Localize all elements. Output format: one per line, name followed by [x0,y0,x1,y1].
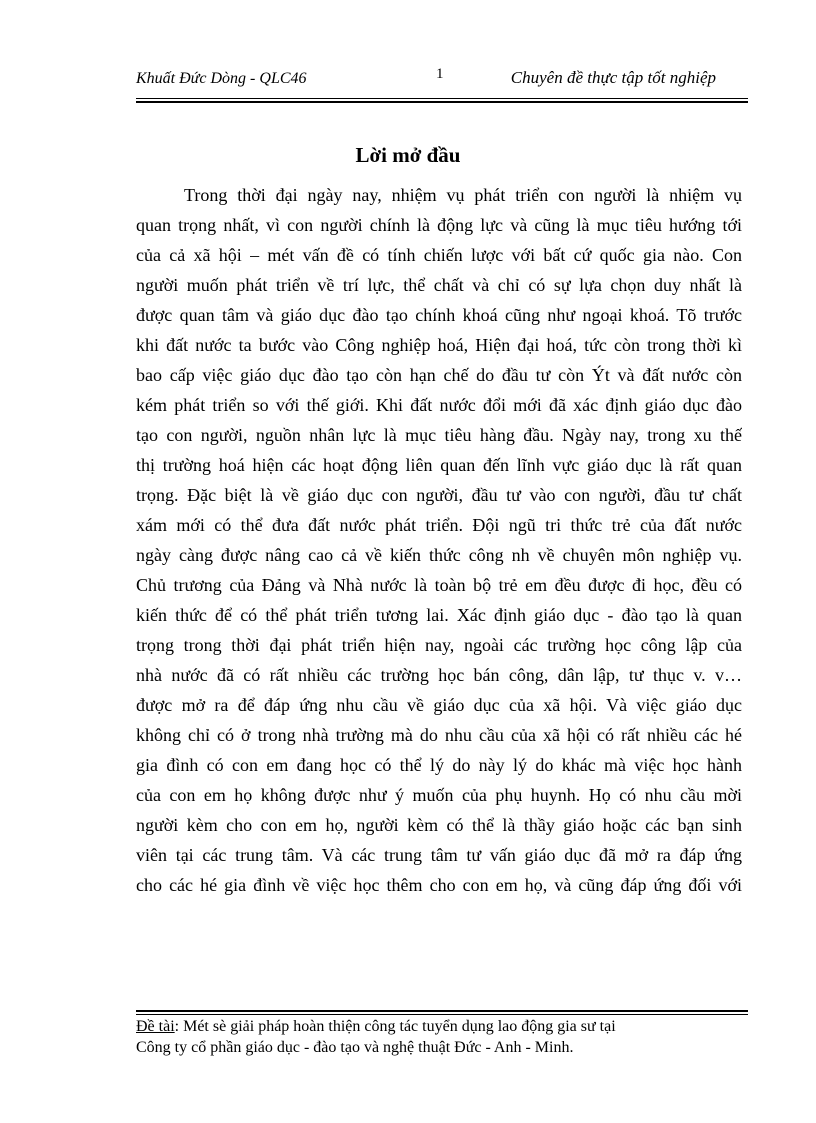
header-doc-type: Chuyên đề thực tập tốt nghiệp [510,68,716,87]
footer-line-2: Công ty cổ phần giáo dục - đào tạo và nghệ thuật Đức - Anh - Minh. [136,1039,574,1056]
page-title: Lời mở đầu [355,143,461,167]
paragraph-line: cho các hé gia đình về việc học thêm cho con em họ, và cũng đáp ứng đối với [136,875,742,895]
paragraph-line: Trong thời đại ngày nay, nhiệm vụ phát triển con người là nhiệm vụ [184,185,742,205]
paragraph-line: trọng trong thời đại phát triển hiện nay, ngoài các trường học công lập của [136,635,742,655]
footer-label: Đề tài [136,1018,175,1035]
paragraph-line: kiến thức để có thể phát triển tương lai. Xác định giáo dục - đào tạo là quan [136,605,742,625]
paragraph-line: thị trường hoá hiện các hoạt động liên quan đến lĩnh vực giáo dục là rất quan [136,455,742,475]
paragraph-line: bao cấp việc giáo dục đào tạo còn hạn chế do đầu tư còn Ýt và đất nước còn [136,365,742,385]
header-rule-thin [136,98,748,99]
footer-topic-text: : Mét sè giải pháp hoàn thiện công tác tuyển dụng lao động gia sư tại [174,1018,616,1035]
page-header [136,66,748,92]
paragraph-line: được quan tâm và giáo dục đào tạo chính khoá cũng như ngoại khoá. Tõ trước [136,305,742,325]
footer-rule-thin [136,1014,748,1015]
paragraph-line: của con em họ không được như ý muốn của phụ huynh. Họ có nhu cầu mời [136,785,742,805]
paragraph-line: của cả xã hội – mét vấn đề có tính chiến lược với bất cứ quốc gia nào. Con [136,245,742,265]
header-author: Khuất Đức Dòng - QLC46 [136,70,307,87]
paragraph-line: quan trọng nhất, vì con người chính là động lực và cũng là mục tiêu hướng tới [136,215,742,235]
paragraph-line: gia đình có con em đang học có thể lý do này lý do khác mà việc học hành [136,755,742,775]
page-footer [136,1016,748,1058]
footer-rule-thick [136,1010,748,1012]
paragraph-line: Chủ trương của Đảng và Nhà nước là toàn bộ trẻ em đều được đi học, đều có [136,575,742,595]
paragraph-line: xám mới có thể đưa đất nước phát triển. Đội ngũ tri thức trẻ của đất nước [136,515,742,535]
paragraph-line: khi đất nước ta bước vào Công nghiệp hoá, Hiện đại hoá, tức còn trong thời kì [136,335,742,355]
paragraph-line: người muốn phát triển về trí lực, thể chất và chỉ có sự lựa chọn duy nhất là [136,275,742,295]
body-paragraph [136,180,742,900]
footer-line-1 [136,1016,748,1037]
paragraph-line: viên tại các trung tâm. Và các trung tâm tư vấn giáo dục đã mở ra đáp ứng [136,845,742,865]
paragraph-line: kém phát triển so với thế giới. Khi đất nước đổi mới đã xác định giáo dục đào [136,395,742,415]
paragraph-line: người kèm cho con em họ, người kèm có thể là thầy giáo hoặc các bạn sinh [136,815,742,835]
paragraph-line: không chỉ có ở trong nhà trường mà do nhu cầu của xã hội có rất nhiều các hé [136,725,742,745]
paragraph-line: trọng. Đặc biệt là về giáo dục con người, đầu tư vào con người, đầu tư chất [136,485,742,505]
header-rule-thick [136,101,748,103]
paragraph-line: nhà nước đã có rất nhiều các trường học bán công, dân lập, tư thục v. v… [136,665,742,685]
paragraph-line: tạo con người, nguồn nhân lực là mục tiêu hàng đầu. Ngày nay, trong xu thế [136,425,742,445]
page-number: 1 [436,66,444,82]
paragraph-line: ngày càng được nâng cao cả về kiến thức công nh về chuyên môn nghiệp vụ. [136,545,742,565]
paragraph-line: được mở ra để đáp ứng nhu cầu về giáo dục của xã hội. Và việc giáo dục [136,695,742,715]
